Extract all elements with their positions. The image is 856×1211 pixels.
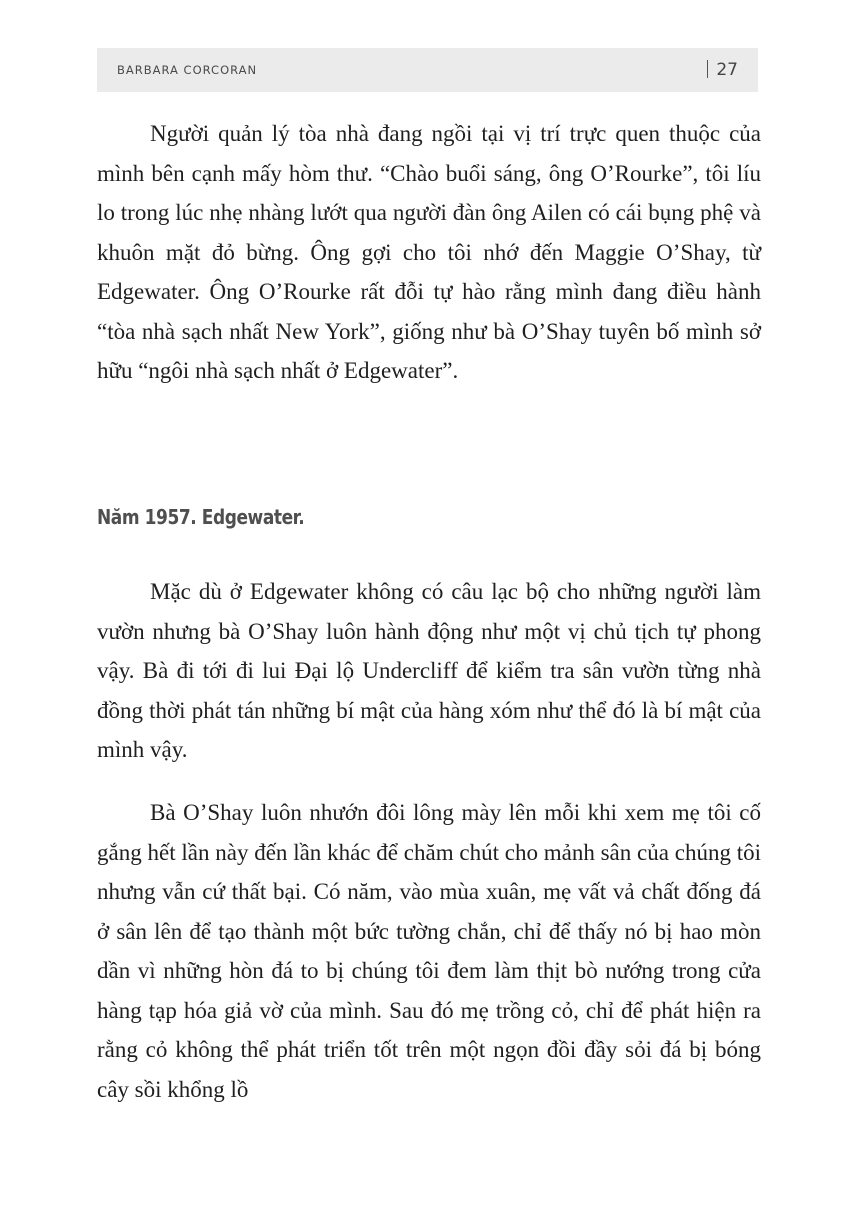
page-number: 27 [716, 60, 738, 80]
body-paragraph-3: Bà O’Shay luôn nhướn đôi lông mày lên mỗi khi xem mẹ tôi cố gắng hết lần này đến lần khác để chăm chút cho mảnh sân của chúng tôi nhưng vẫn cứ thất bại. Có năm, vào mùa xuân, mẹ vất vả chất đống đá ở sân lên để tạo thành một bức tường chắn, chỉ để thấy nó bị hao mòn dần vì những hòn đá to bị chúng tôi đem làm thịt bò nướng trong cửa hàng tạp hóa giả vờ của mình. Sau đó mẹ trồng cỏ, chỉ để phát hiện ra rằng cỏ không thể phát triển tốt trên một ngọn đồi đầy sỏi đá bị bóng cây sồi khổng lồ [97, 800, 761, 1102]
body-paragraph-1: Người quản lý tòa nhà đang ngồi tại vị trí trực quen thuộc của mình bên cạnh mấy hòm thư. “Chào buổi sáng, ông O’Rourke”, tôi líu lo trong lúc nhẹ nhàng lướt qua người đàn ông Ailen có cái bụng phệ và khuôn mặt đỏ bừng. Ông gợi cho tôi nhớ đến Maggie O’Shay, từ Edgewater. Ông O’Rourke rất đỗi tự hào rằng mình đang điều hành “tòa nhà sạch nhất New York”, giống như bà O’Shay tuyên bố mình sở hữu “ngôi nhà sạch nhất ở Edgewater”. [97, 121, 761, 383]
running-header [97, 48, 758, 92]
body-paragraph-2: Mặc dù ở Edgewater không có câu lạc bộ cho những người làm vườn nhưng bà O’Shay luôn hành động như một vị chủ tịch tự phong vậy. Bà đi tới đi lui Đại lộ Undercliff để kiểm tra sân vườn từng nhà đồng thời phát tán những bí mật của hàng xóm như thể đó là bí mật của mình vậy. [97, 579, 761, 762]
header-page-number-group [707, 48, 738, 92]
header-author: BARBARA CORCORAN [117, 63, 258, 77]
header-separator [707, 60, 708, 78]
section-heading: Năm 1957. Edgewater. [97, 505, 305, 529]
